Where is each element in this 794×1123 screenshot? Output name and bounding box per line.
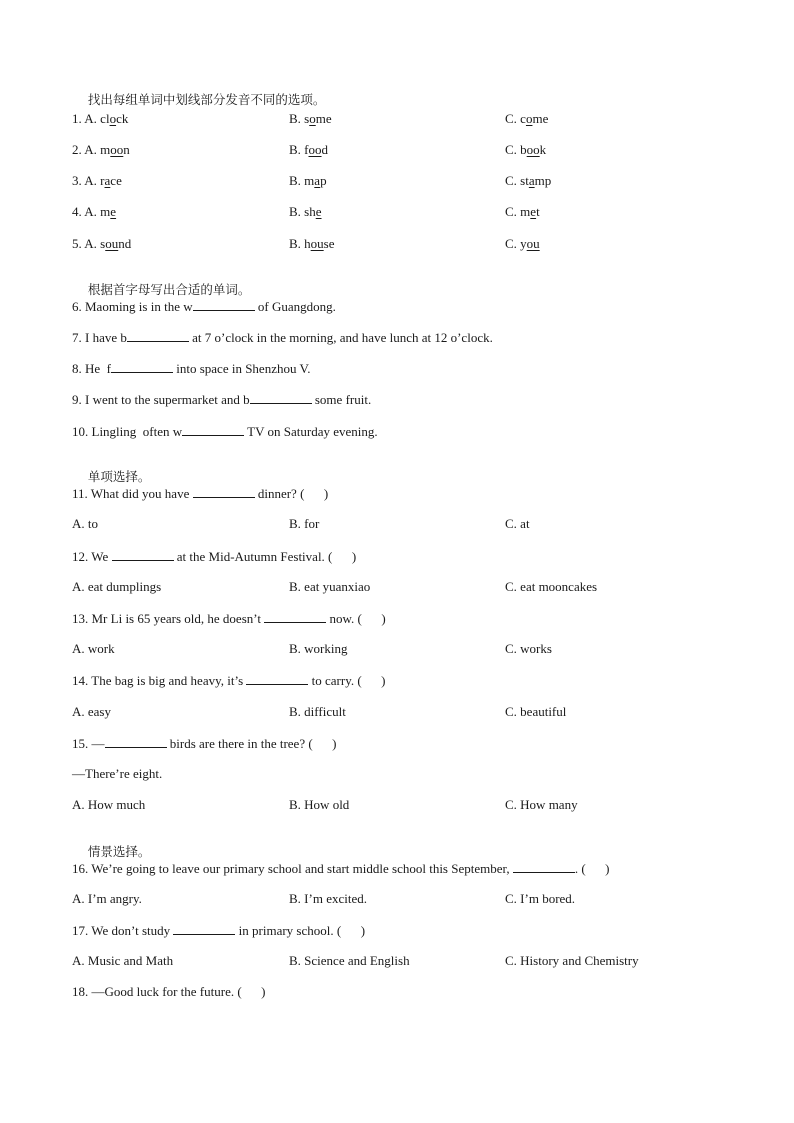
- option-b: B. difficult: [289, 704, 346, 719]
- word: she: [304, 204, 322, 219]
- answer-blank: [111, 360, 173, 373]
- fill-item: [72, 391, 371, 408]
- word: me: [100, 204, 117, 219]
- question-text: 18. —Good luck for the future. ( ): [72, 984, 266, 999]
- option-a: A. eat dumplings: [72, 579, 162, 594]
- word: you: [520, 236, 540, 251]
- underlined-letters: a: [528, 173, 535, 188]
- item-number: 1. A.: [72, 111, 101, 126]
- option-c: C. works: [505, 641, 552, 656]
- word: food: [304, 142, 329, 157]
- underlined-letters: oo: [526, 142, 540, 157]
- underlined-letters: ou: [310, 236, 324, 251]
- word: some: [304, 111, 332, 126]
- section-heading-pronunciation: 找出每组单词中划线部分发音不同的选项。: [87, 92, 326, 107]
- option-c: C. stamp: [505, 173, 552, 188]
- option-b: B. for: [289, 516, 320, 531]
- option-c: C. beautiful: [505, 704, 567, 719]
- question-text: of Guangdong.: [254, 299, 336, 314]
- answer-blank: [246, 672, 308, 685]
- word: clock: [100, 111, 129, 126]
- option-b: B. eat yuanxiao: [289, 579, 371, 594]
- question-text: 9. I went to the supermarket and b: [72, 392, 250, 407]
- item-number: 4. A.: [72, 204, 101, 219]
- option-a: [72, 204, 116, 220]
- question-text: 13. Mr Li is 65 years old, he doesn’t: [72, 611, 265, 626]
- word: book: [520, 142, 547, 157]
- option-b: B. I’m excited.: [289, 891, 367, 906]
- option-a: A. to: [72, 516, 98, 531]
- fill-item: [72, 423, 378, 440]
- option-c: C. eat mooncakes: [505, 579, 598, 594]
- underlined-letters: ou: [105, 236, 119, 251]
- question-text: 8. He f: [72, 361, 111, 376]
- option-a: [72, 111, 128, 127]
- question-text: 17. We don’t study: [72, 923, 174, 938]
- answer-blank: [112, 548, 174, 561]
- section-heading-single-choice: 单项选择。: [87, 469, 151, 484]
- option-a: A. work: [72, 641, 115, 656]
- word: house: [304, 236, 335, 251]
- answer-blank: [193, 298, 255, 311]
- option-c: C. met: [505, 204, 540, 219]
- word: race: [100, 173, 122, 188]
- option-c: C. History and Chemistry: [505, 953, 639, 968]
- word: map: [304, 173, 327, 188]
- option-a: [72, 173, 122, 189]
- option-c: C. come: [505, 111, 549, 126]
- answer-blank: [182, 423, 244, 436]
- answer-blank: [127, 329, 189, 342]
- question-text: to carry. ( ): [308, 673, 386, 688]
- question-text: dinner? ( ): [254, 486, 329, 501]
- underlined-letters: a: [314, 173, 321, 188]
- question-text: 14. The bag is big and heavy, it’s: [72, 673, 247, 688]
- underlined-letters: ou: [526, 236, 540, 251]
- fill-item: [72, 329, 493, 346]
- item-number: 3. A.: [72, 173, 101, 188]
- underlined-letters: oo: [308, 142, 322, 157]
- underlined-letters: o: [525, 111, 533, 126]
- option-c: C. How many: [505, 797, 578, 812]
- question: [72, 548, 356, 565]
- option-b: B. Science and English: [289, 953, 410, 968]
- question-text: some fruit.: [311, 392, 372, 407]
- question-text: 11. What did you have: [72, 486, 193, 501]
- item-number: 5. A.: [72, 236, 101, 251]
- fill-item: [72, 360, 310, 377]
- option-a: A. I’m angry.: [72, 891, 142, 906]
- question: [72, 610, 386, 627]
- question: [72, 860, 610, 877]
- underlined-letters: e: [530, 204, 537, 219]
- option-c: C. book: [505, 142, 547, 157]
- question-text: in primary school. ( ): [235, 923, 366, 938]
- answer-blank: [173, 922, 235, 935]
- question-text: 7. I have b: [72, 330, 127, 345]
- option-b: B. she: [289, 204, 322, 219]
- question-text: 15. —: [72, 736, 105, 751]
- underlined-letters: e: [315, 204, 322, 219]
- option-a: A. easy: [72, 704, 111, 719]
- word: moon: [100, 142, 130, 157]
- dialogue-response: —There’re eight.: [72, 766, 163, 781]
- underlined-letters: oo: [110, 142, 124, 157]
- question-text: 10. Lingling often w: [72, 424, 183, 439]
- word: stamp: [520, 173, 552, 188]
- answer-blank: [193, 485, 255, 498]
- option-b: B. working: [289, 641, 348, 656]
- word: come: [520, 111, 549, 126]
- option-a: A. Music and Math: [72, 953, 174, 968]
- section-heading-situational: 情景选择。: [87, 844, 151, 859]
- question-text: at the Mid-Autumn Festival. ( ): [173, 549, 357, 564]
- word: met: [520, 204, 540, 219]
- question: [72, 922, 365, 939]
- question-text: 16. We’re going to leave our primary school and start middle school this September,: [72, 861, 513, 876]
- question-text: now. ( ): [326, 611, 386, 626]
- question: [72, 735, 337, 752]
- item-number: 2. A.: [72, 142, 101, 157]
- option-b: B. How old: [289, 797, 350, 812]
- underlined-letters: a: [104, 173, 111, 188]
- underlined-letters: e: [110, 204, 117, 219]
- question-text: birds are there in the tree? ( ): [166, 736, 337, 751]
- word: sound: [100, 236, 132, 251]
- fill-item: [72, 298, 336, 315]
- option-a: [72, 236, 131, 252]
- question-text: TV on Saturday evening.: [244, 424, 378, 439]
- question: [72, 984, 266, 1000]
- option-c: C. you: [505, 236, 540, 251]
- option-c: C. I’m bored.: [505, 891, 576, 906]
- question-text: into space in Shenzhou V.: [173, 361, 311, 376]
- answer-blank: [105, 735, 167, 748]
- question-text: . ( ): [574, 861, 610, 876]
- question-text: at 7 o’clock in the morning, and have lunch at 12 o’clock.: [188, 330, 493, 345]
- underlined-letters: o: [109, 111, 117, 126]
- option-b: B. map: [289, 173, 327, 188]
- section-heading-fill-in: 根据首字母写出合适的单词。: [87, 282, 251, 297]
- answer-blank: [250, 391, 312, 404]
- option-b: B. some: [289, 111, 332, 126]
- question-text: 12. We: [72, 549, 112, 564]
- option-a: A. How much: [72, 797, 146, 812]
- option-c: C. at: [505, 516, 530, 531]
- answer-blank: [264, 610, 326, 623]
- question: [72, 672, 386, 689]
- option-b: B. food: [289, 142, 329, 157]
- option-a: [72, 142, 130, 158]
- question-text: 6. Maoming is in the w: [72, 299, 193, 314]
- option-b: B. house: [289, 236, 335, 251]
- question: [72, 485, 328, 502]
- answer-blank: [513, 860, 575, 873]
- underlined-letters: o: [309, 111, 316, 126]
